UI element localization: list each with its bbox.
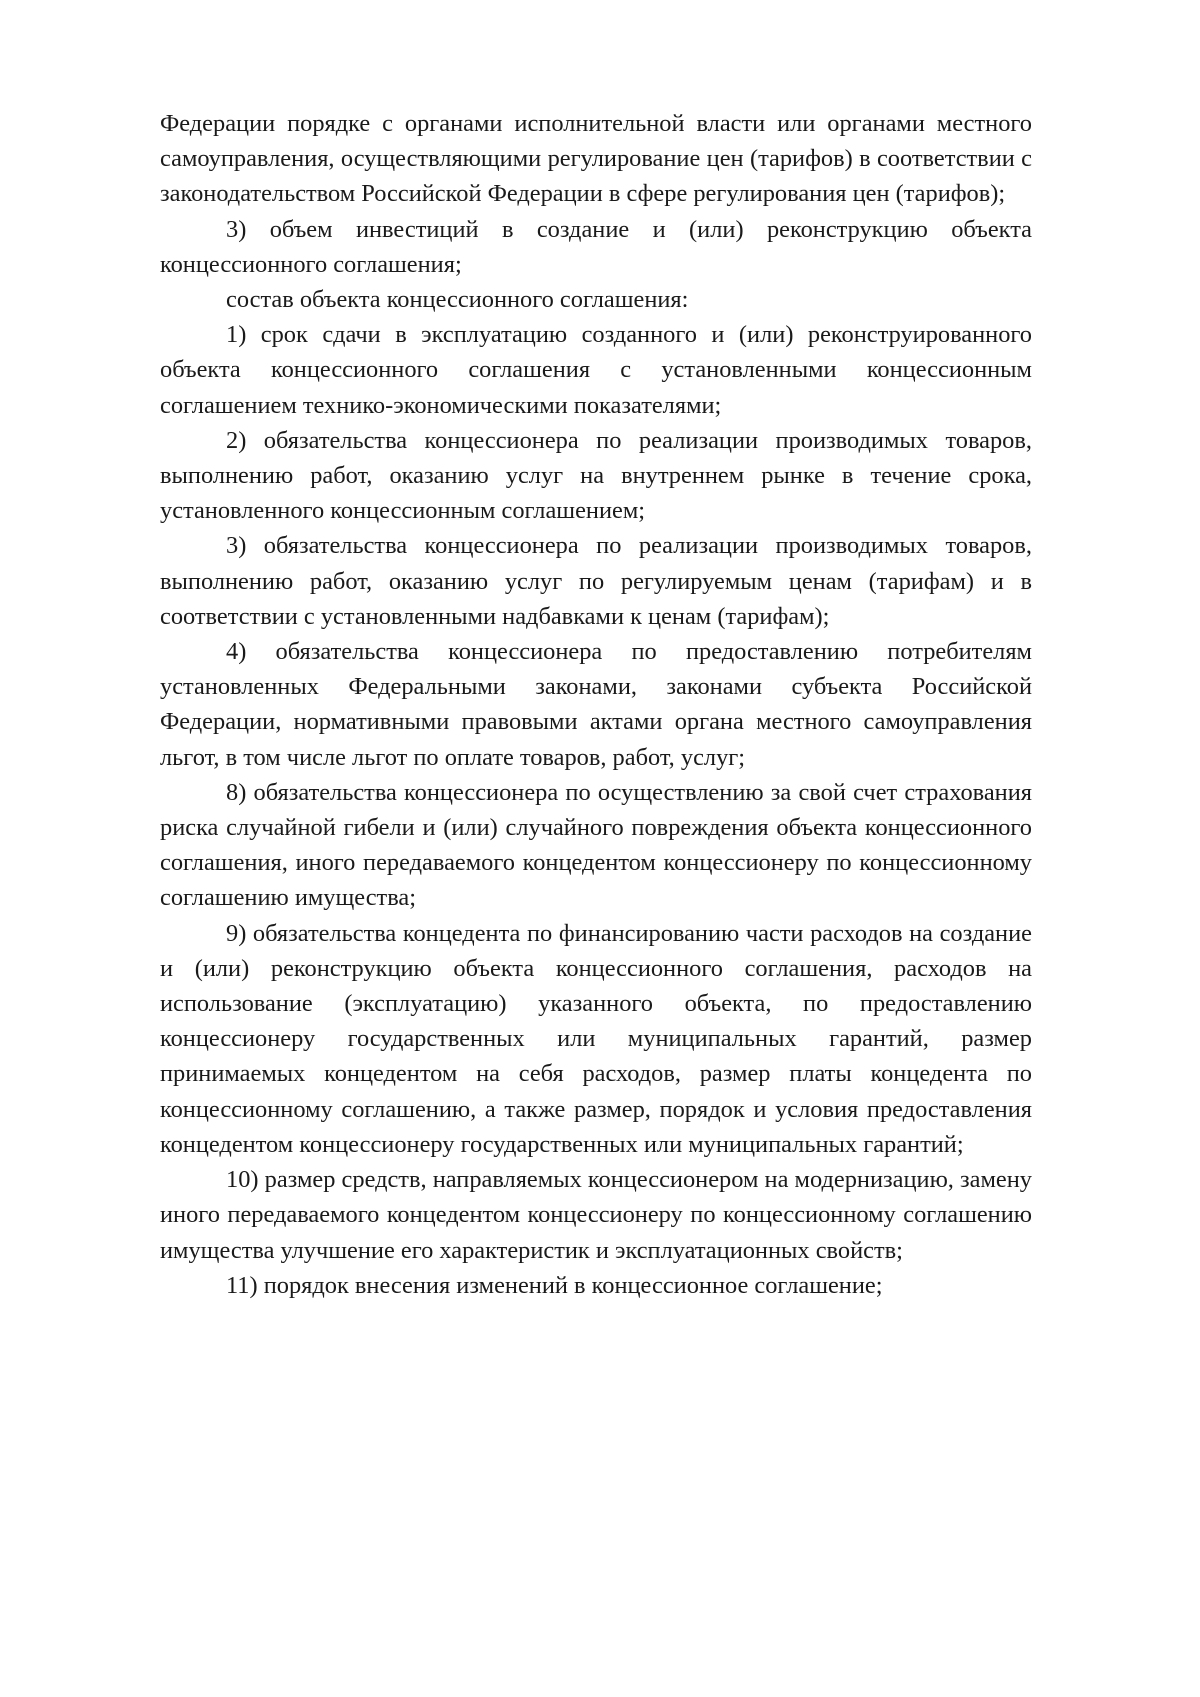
paragraph-item-2-domestic-market: 2) обязательства концессионера по реализации производимых товаров, выполнению работ, оказанию услуг на внутреннем рынке в течение срока, установленного концессионным соглашением;	[160, 426, 1032, 525]
paragraph-continuation: Федерации порядке с органами исполнительной власти или органами местного самоуправления, осуществляющими регулирование цен (тарифов) в соответствии с законодательством Российской Федерации в сфере регулирования цен (тарифов);	[160, 110, 1032, 208]
paragraph-item-11-amendments: 11) порядок внесения изменений в концессионное соглашение;	[226, 1271, 883, 1299]
paragraph-item-1-commissioning: 1) срок сдачи в эксплуатацию созданного и (или) реконструированного объекта концессионного соглашения с установленными концессионным соглашением технико-экономическими показателями;	[160, 321, 1032, 419]
paragraph-item-8-insurance: 8) обязательства концессионера по осуществлению за свой счет страхования риска случайной гибели и (или) случайного повреждения объекта концессионного соглашения, иного передаваемого концедентом концессионеру по концессионному соглашению имущества;	[160, 778, 1032, 912]
document-body	[160, 106, 1032, 1303]
paragraph-item-4-benefits: 4) обязательства концессионера по предоставлению потребителям установленных Федеральными законами, законами субъекта Российской Федерации, нормативными правовыми актами органа местного самоуправления льгот, в том числе льгот по оплате товаров, работ, услуг;	[160, 638, 1032, 771]
paragraph-item-3-regulated-prices: 3) обязательства концессионера по реализации производимых товаров, выполнению работ, оказанию услуг по регулируемым ценам (тарифам) и в соответствии с установленными надбавками к ценам (тарифам);	[160, 532, 1032, 630]
paragraph-object-composition: состав объекта концессионного соглашения:	[226, 286, 689, 314]
paragraph-item-3-investments: 3) объем инвестиций в создание и (или) реконструкцию объекта концессионного соглашения;	[160, 215, 1032, 278]
paragraph-item-10-modernization: 10) размер средств, направляемых концессионером на модернизацию, замену иного передаваемого концедентом концессионеру по концессионному соглашению имущества улучшение его характеристик и эксплуатационных свойств;	[160, 1166, 1032, 1264]
paragraph-item-9-financing: 9) обязательства концедента по финансированию части расходов на создание и (или) реконструкцию объекта концессионного соглашения, расходов на использование (эксплуатацию) указанного объекта, по предоставлению концессионеру государственных или муниципальных гарантий, размер принимаемых концедентом на себя расходов, размер платы концедента по концессионному соглашению, а также размер, порядок и условия предоставления концедентом концессионеру государственных или муниципальных гарантий;	[160, 919, 1032, 1158]
